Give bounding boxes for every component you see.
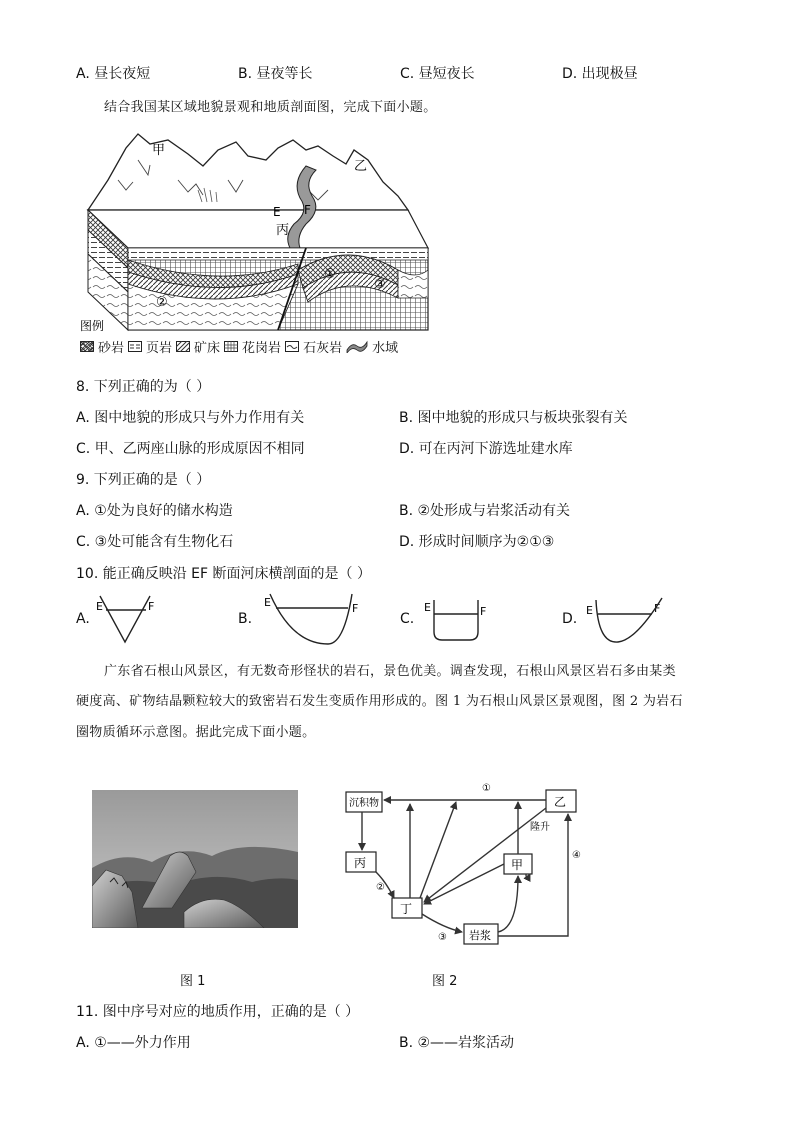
geology-block-diagram [78,120,438,360]
svg-text:丙: 丙 [354,856,367,870]
q9-option-b: B. ②处形成与岩浆活动有关 [399,503,571,519]
legend-title: 图例 [80,319,105,333]
q8-option-a: A. 图中地貌的形成只与外力作用有关 [76,410,305,426]
svg-text:④: ④ [572,850,581,861]
svg-text:甲: 甲 [511,858,524,872]
svg-text:E: E [424,601,431,614]
option-d: D. 出现极昼 [562,66,638,82]
q10-option-b: B. [238,611,253,627]
q10-profile-b [262,592,366,648]
svg-text:F: F [148,600,155,613]
q9-option-a: A. ①处为良好的储水构造 [76,503,233,519]
label-e: E [273,205,281,219]
intro-text-2-line2: 硬度高、矿物结晶颗粒较大的致密岩石发生变质作用形成的。图 1 为石根山风景区景观图，图 2 为岩石 [76,694,683,709]
svg-text:F: F [480,605,487,618]
intro-text-2-line3: 圈物质循环示意图。据此完成下面小题。 [76,725,316,740]
svg-text:乙: 乙 [554,795,567,809]
q11-option-b: B. ②——岩浆活动 [399,1035,515,1051]
q10-profile-d [584,596,670,646]
legend-ore: 矿床 [194,341,221,356]
svg-text:F: F [654,602,661,615]
svg-text:③: ③ [438,932,447,943]
q10-option-c: C. [400,611,415,627]
svg-text:①: ① [482,783,491,794]
option-a: A. 昼长夜短 [76,66,151,82]
granite-legend-icon [224,341,238,352]
svg-text:E: E [96,600,103,613]
svg-text:②: ② [376,882,385,893]
q9-option-c: C. ③处可能含有生物化石 [76,534,234,550]
figure1-caption: 图 1 [180,974,206,989]
svg-text:丁: 丁 [400,902,413,916]
q10-option-a: A. [76,611,90,627]
svg-text:隆升: 隆升 [530,822,550,833]
q11-stem: 11. 图中序号对应的地质作用，正确的是（ ） [76,1004,360,1020]
option-c: C. 昼短夜长 [400,66,475,82]
q8-option-d: D. 可在丙河下游选址建水库 [399,441,573,457]
ore-legend-icon [176,341,190,352]
legend-shale: 页岩 [146,341,173,356]
label-yi: 乙 [354,159,368,174]
scenic-photo [92,790,298,928]
q11-option-a: A. ①——外力作用 [76,1035,191,1051]
q8-option-c: C. 甲、乙两座山脉的形成原因不相同 [76,441,305,457]
label-c1: ① [324,267,336,282]
svg-text:沉积物: 沉积物 [349,798,379,809]
q8-stem: 8. 下列正确的为（ ） [76,379,211,395]
q10-profile-c [422,598,492,644]
legend-water: 水域 [372,341,399,356]
q10-option-d: D. [562,611,578,627]
water-legend-icon [346,340,368,353]
legend-row [80,337,398,356]
svg-text:E: E [586,604,593,617]
figure2-caption: 图 2 [432,974,458,989]
svg-text:岩浆: 岩浆 [469,929,491,942]
label-bing: 丙 [276,223,290,238]
q10-profile-a [94,594,164,646]
label-f: F [304,203,311,217]
intro-text-2-line1: 广东省石根山风景区，有无数奇形怪状的岩石，景色优美。调查发现，石根山风景区岩石多由某类 [104,664,676,679]
option-b: B. 昼夜等长 [238,66,313,82]
sandstone-legend-icon [80,341,94,352]
legend-limestone: 石灰岩 [303,341,343,356]
q10-stem: 10. 能正确反映沿 EF 断面河床横剖面的是（ ） [76,566,371,582]
shale-legend-icon [128,341,142,352]
label-c3: ③ [374,277,386,292]
legend-granite: 花岗岩 [242,341,282,356]
intro-text-1: 结合我国某区域地貌景观和地质剖面图，完成下面小题。 [104,100,437,115]
q9-stem: 9. 下列正确的是（ ） [76,472,211,488]
q9-option-d: D. 形成时间顺序为②①③ [399,534,555,550]
limestone-legend-icon [285,341,299,352]
legend-sandstone: 砂岩 [98,341,125,356]
label-jia: 甲 [152,143,166,158]
label-c2: ② [156,295,168,310]
rock-cycle-diagram [340,778,600,948]
svg-text:F: F [352,602,359,615]
svg-text:E: E [264,596,271,609]
q8-option-b: B. 图中地貌的形成只与板块张裂有关 [399,410,628,426]
